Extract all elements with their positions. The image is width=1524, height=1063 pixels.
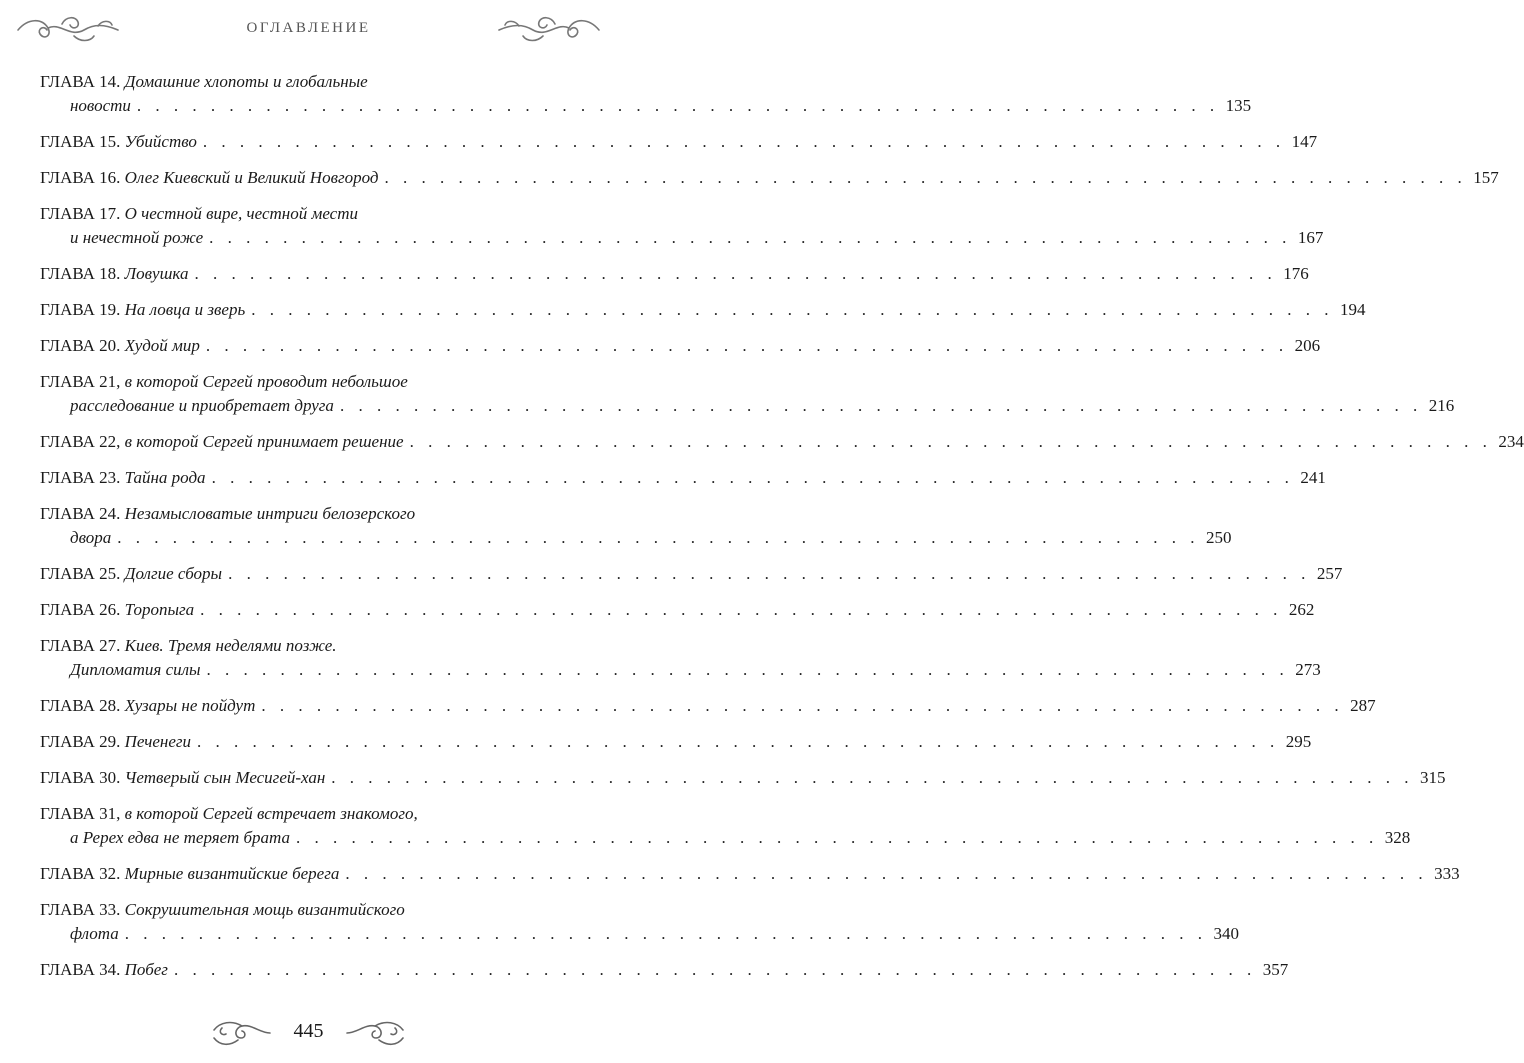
dot-leader: . . . . . . . . . . . . . . . . . . . . . . . . . . . . . . . . . . . . . . . . . . . . . . . . . . . . . . . . . . . <box>409 432 1492 451</box>
dot-leader: . . . . . . . . . . . . . . . . . . . . . . . . . . . . . . . . . . . . . . . . . . . . . . . . . . . . . . . . . . . <box>251 300 1334 319</box>
toc-entry-16[interactable] <box>40 166 1499 190</box>
chapter-number: ГЛАВА 32. <box>40 864 121 883</box>
toc-entry-19[interactable] <box>40 298 1366 322</box>
chapter-title: Тайна рода <box>124 468 206 487</box>
chapter-number: ГЛАВА 30. <box>40 768 121 787</box>
toc-entry-32[interactable] <box>40 862 1460 886</box>
chapter-title-cont: расследование и приобретает друга <box>70 396 334 415</box>
toc-entry-21[interactable] <box>40 370 1455 418</box>
page-number: 340 <box>1213 924 1240 943</box>
chapter-title-cont: и нечестной роже <box>70 228 204 247</box>
page-footer <box>0 1012 617 1054</box>
page-number: 315 <box>1420 768 1446 787</box>
chapter-title-cont: двора <box>70 528 112 547</box>
toc-entry-18[interactable] <box>40 262 1309 286</box>
chapter-number: ГЛАВА 22, <box>40 432 121 451</box>
page-number: 273 <box>1295 660 1321 679</box>
chapter-title: в которой Сергей проводит небольшое <box>124 372 408 391</box>
toc-entry-28[interactable] <box>40 694 1376 718</box>
dot-leader: . . . . . . . . . . . . . . . . . . . . . . . . . . . . . . . . . . . . . . . . . . . . . . . . . . . . . . . . . . . <box>228 564 1311 583</box>
chapter-title: Мирные византийские берега <box>124 864 340 883</box>
dot-leader: . . . . . . . . . . . . . . . . . . . . . . . . . . . . . . . . . . . . . . . . . . . . . . . . . . . . . . . . . . . <box>173 960 1257 979</box>
chapter-number: ГЛАВА 28. <box>40 696 121 715</box>
toc-entry-15[interactable] <box>40 130 1318 154</box>
dot-leader: . . . . . . . . . . . . . . . . . . . . . . . . . . . . . . . . . . . . . . . . . . . . . . . . . . . . . . . . . . . <box>261 696 1344 715</box>
page-number: 216 <box>1428 396 1455 415</box>
page-header <box>0 12 617 46</box>
chapter-number: ГЛАВА 27. <box>40 636 121 655</box>
chapter-title: Ловушка <box>124 264 189 283</box>
chapter-title: Долгие сборы <box>124 564 223 583</box>
chapter-number: ГЛАВА 16. <box>40 168 121 187</box>
toc-entry-20[interactable] <box>40 334 1321 358</box>
chapter-number: ГЛАВА 34. <box>40 960 121 979</box>
dot-leader: . . . . . . . . . . . . . . . . . . . . . . . . . . . . . . . . . . . . . . . . . . . . . . . . . . . . . . . . . . . <box>202 132 1286 151</box>
toc-entry-29[interactable] <box>40 730 1312 754</box>
chapter-title: Убийство <box>124 132 197 151</box>
toc-entry-17[interactable] <box>40 202 1324 250</box>
dot-leader: . . . . . . . . . . . . . . . . . . . . . . . . . . . . . . . . . . . . . . . . . . . . . . . . . . . . . . . . . . . <box>136 96 1220 115</box>
page-number: 147 <box>1291 132 1318 151</box>
chapter-number: ГЛАВА 17. <box>40 204 121 223</box>
chapter-number: ГЛАВА 31, <box>40 804 121 823</box>
dot-leader: . . . . . . . . . . . . . . . . . . . . . . . . . . . . . . . . . . . . . . . . . . . . . . . . . . . . . . . . . . . <box>209 228 1292 247</box>
chapter-number: ГЛАВА 25. <box>40 564 121 583</box>
page-number: 333 <box>1434 864 1460 883</box>
chapter-number: ГЛАВА 23. <box>40 468 121 487</box>
toc-entry-24[interactable] <box>40 502 1232 550</box>
page-number: 295 <box>1285 732 1312 751</box>
dot-leader: . . . . . . . . . . . . . . . . . . . . . . . . . . . . . . . . . . . . . . . . . . . . . . . . . . . . . . . . . . . <box>211 468 1294 487</box>
page-number: 328 <box>1384 828 1411 847</box>
page-number: 287 <box>1350 696 1376 715</box>
chapter-title: О честной вире, честной мести <box>124 204 358 223</box>
chapter-title: Олег Киевский и Великий Новгород <box>124 168 379 187</box>
chapter-title: Торопыга <box>124 600 195 619</box>
page-number: 262 <box>1288 600 1315 619</box>
dot-leader: . . . . . . . . . . . . . . . . . . . . . . . . . . . . . . . . . . . . . . . . . . . . . . . . . . . . . . . . . . . <box>205 336 1289 355</box>
dot-leader: . . . . . . . . . . . . . . . . . . . . . . . . . . . . . . . . . . . . . . . . . . . . . . . . . . . . . . . . . . . <box>345 864 1428 883</box>
dot-leader: . . . . . . . . . . . . . . . . . . . . . . . . . . . . . . . . . . . . . . . . . . . . . . . . . . . . . . . . . . . <box>296 828 1379 847</box>
dot-leader: . . . . . . . . . . . . . . . . . . . . . . . . . . . . . . . . . . . . . . . . . . . . . . . . . . . . . . . . . . . <box>200 600 1283 619</box>
chapter-title: Печенеги <box>124 732 192 751</box>
chapter-title: Домашние хлопоты и глобальные <box>124 72 368 91</box>
chapter-number: ГЛАВА 15. <box>40 132 121 151</box>
chapter-title-cont: Дипломатия силы <box>70 660 201 679</box>
dot-leader: . . . . . . . . . . . . . . . . . . . . . . . . . . . . . . . . . . . . . . . . . . . . . . . . . . . . . . . . . . . <box>206 660 1289 679</box>
chapter-title: Четверый сын Месигей-хан <box>124 768 326 787</box>
toc-entry-34[interactable] <box>40 958 1289 982</box>
page-number: 194 <box>1339 300 1366 319</box>
dot-leader: . . . . . . . . . . . . . . . . . . . . . . . . . . . . . . . . . . . . . . . . . . . . . . . . . . . . . . . . . . . <box>384 168 1467 187</box>
toc-entry-26[interactable] <box>40 598 1315 622</box>
chapter-title: Незамысловатые интриги белозерского <box>124 504 416 523</box>
toc-entry-27[interactable] <box>40 634 1321 682</box>
chapter-number: ГЛАВА 20. <box>40 336 121 355</box>
chapter-title: Худой мир <box>124 336 200 355</box>
chapter-title: Киев. Тремя неделями позже. <box>124 636 337 655</box>
page-number: 157 <box>1473 168 1499 187</box>
dot-leader: . . . . . . . . . . . . . . . . . . . . . . . . . . . . . . . . . . . . . . . . . . . . . . . . . . . . . . . . . . . <box>339 396 1423 415</box>
chapter-number: ГЛАВА 18. <box>40 264 121 283</box>
chapter-number: ГЛАВА 19. <box>40 300 121 319</box>
toc-entry-14[interactable] <box>40 70 1252 118</box>
page-number: 167 <box>1297 228 1324 247</box>
page-number-footer: 445 <box>293 1020 324 1042</box>
chapter-title: На ловца и зверь <box>124 300 246 319</box>
toc-entry-23[interactable] <box>40 466 1326 490</box>
dot-leader: . . . . . . . . . . . . . . . . . . . . . . . . . . . . . . . . . . . . . . . . . . . . . . . . . . . . . . . . . . . <box>194 264 1277 283</box>
page-number: 176 <box>1283 264 1309 283</box>
page-number: 135 <box>1225 96 1252 115</box>
page-number: 241 <box>1300 468 1326 487</box>
chapter-title-cont: новости <box>70 96 131 115</box>
toc-entry-33[interactable] <box>40 898 1240 946</box>
toc-entry-31[interactable] <box>40 802 1411 850</box>
toc-entry-22[interactable] <box>40 430 1524 454</box>
chapter-number: ГЛАВА 14. <box>40 72 121 91</box>
chapter-number: ГЛАВА 33. <box>40 900 121 919</box>
toc-entry-25[interactable] <box>40 562 1343 586</box>
chapter-number: ГЛАВА 26. <box>40 600 121 619</box>
chapter-title: в которой Сергей принимает решение <box>124 432 404 451</box>
chapter-title: в которой Сергей встречает знакомого, <box>124 804 418 823</box>
page-number: 250 <box>1206 528 1232 547</box>
dot-leader: . . . . . . . . . . . . . . . . . . . . . . . . . . . . . . . . . . . . . . . . . . . . . . . . . . . . . . . . . . . <box>124 924 1208 943</box>
page-number: 357 <box>1262 960 1289 979</box>
page-number: 206 <box>1294 336 1321 355</box>
toc-entry-30[interactable] <box>40 766 1446 790</box>
chapter-number: ГЛАВА 24. <box>40 504 121 523</box>
page-number: 234 <box>1498 432 1524 451</box>
page-title: ОГЛАВЛЕНИЕ <box>246 20 371 36</box>
dot-leader: . . . . . . . . . . . . . . . . . . . . . . . . . . . . . . . . . . . . . . . . . . . . . . . . . . . . . . . . . . . <box>331 768 1414 787</box>
table-of-contents <box>40 70 1524 994</box>
dot-leader: . . . . . . . . . . . . . . . . . . . . . . . . . . . . . . . . . . . . . . . . . . . . . . . . . . . . . . . . . . . <box>117 528 1200 547</box>
dot-leader: . . . . . . . . . . . . . . . . . . . . . . . . . . . . . . . . . . . . . . . . . . . . . . . . . . . . . . . . . . . <box>197 732 1280 751</box>
chapter-title-cont: а Ререх едва не теряет брата <box>70 828 291 847</box>
footer-ornament-right-icon <box>343 1016 409 1050</box>
chapter-number: ГЛАВА 29. <box>40 732 121 751</box>
chapter-number: ГЛАВА 21, <box>40 372 121 391</box>
chapter-title-cont: флота <box>70 924 119 943</box>
chapter-title: Хузары не пойдут <box>124 696 256 715</box>
page-number: 257 <box>1316 564 1343 583</box>
ornament-right-icon <box>493 12 603 44</box>
chapter-title: Сокрушительная мощь византийского <box>124 900 405 919</box>
chapter-title: Побег <box>124 960 168 979</box>
